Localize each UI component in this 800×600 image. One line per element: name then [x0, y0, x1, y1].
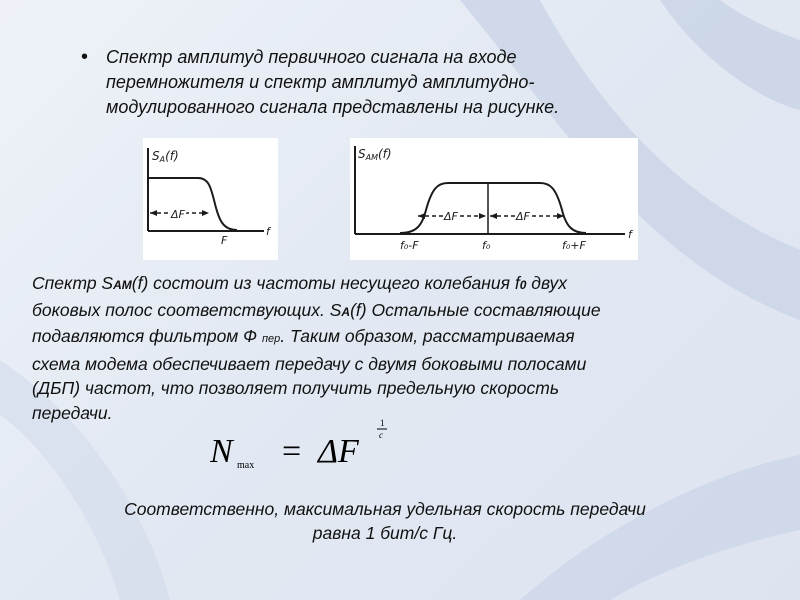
baseband-spectrum-figure	[143, 138, 278, 260]
para-line-2: боковых полос соответствующих. SA(f) Остальные составляющие	[32, 299, 601, 320]
fig1-delta-label: ΔF	[171, 208, 185, 221]
conclusion-text	[40, 497, 730, 545]
para-line-3: подавляются фильтром Ф пер. Таким образом, рассматриваемая	[32, 326, 575, 346]
fig2-tick-left: f₀-F	[400, 239, 419, 252]
conclusion-line-1: Соответственно, максимальная удельная скорость передачи	[124, 499, 646, 519]
bullet-marker: •	[81, 46, 89, 68]
formula-lhs-sub: max	[237, 460, 255, 471]
formula-exp-den: c	[379, 430, 383, 440]
fig2-delta-right-label: ΔF	[516, 210, 530, 223]
fig2-ylabel: SAM(f)	[358, 147, 392, 162]
intro-line-1: Спектр амплитуд первичного сигнала на входе	[106, 47, 517, 67]
fig1-ylabel: SA(f)	[152, 149, 179, 164]
para-line-4: схема модема обеспечивает передачу с двумя боковыми полосами	[32, 353, 587, 374]
para-line-1: Спектр SAM(f) состоит из частоты несущего колебания f0 двух	[32, 273, 568, 293]
am-spectrum-figure	[350, 138, 638, 260]
fig1-axis-label: f	[266, 225, 270, 238]
fig2-spectrum-curve	[400, 183, 586, 233]
conclusion-line-2: равна 1 бит/с Гц.	[312, 523, 458, 543]
intro-bullet-text	[106, 45, 706, 120]
formula-rhs: ΔF	[318, 433, 359, 470]
para-line-6: передачи.	[32, 402, 113, 423]
fig2-axis-label: f	[628, 228, 632, 241]
explanation-paragraph	[32, 271, 782, 425]
intro-line-2: перемножителя и спектр амплитуд амплитудно-	[106, 72, 535, 92]
fig2-tick-right: f₀+F	[562, 239, 586, 252]
fig2-arrow-head-1	[418, 213, 425, 219]
fig1-spectrum-curve	[148, 178, 237, 230]
fig2-tick-center: f₀	[482, 239, 491, 252]
intro-line-3: модулированного сигнала представлены на рисунке.	[106, 97, 560, 117]
fig1-arrow-head-right	[202, 210, 209, 216]
fig2-arrow-head-3	[490, 213, 497, 219]
fig2-delta-left-label: ΔF	[444, 210, 458, 223]
max-rate-formula	[210, 418, 410, 478]
formula-exp-num: 1	[380, 418, 385, 428]
formula-lhs: N	[210, 433, 233, 470]
fig1-cutoff-label: F	[221, 234, 228, 247]
para-line-5: (ДБП) частот, что позволяет получить предельную скорость	[32, 378, 560, 398]
fig2-arrow-head-2	[479, 213, 486, 219]
formula-equals: =	[282, 433, 302, 470]
fig1-arrow-head-left	[150, 210, 157, 216]
